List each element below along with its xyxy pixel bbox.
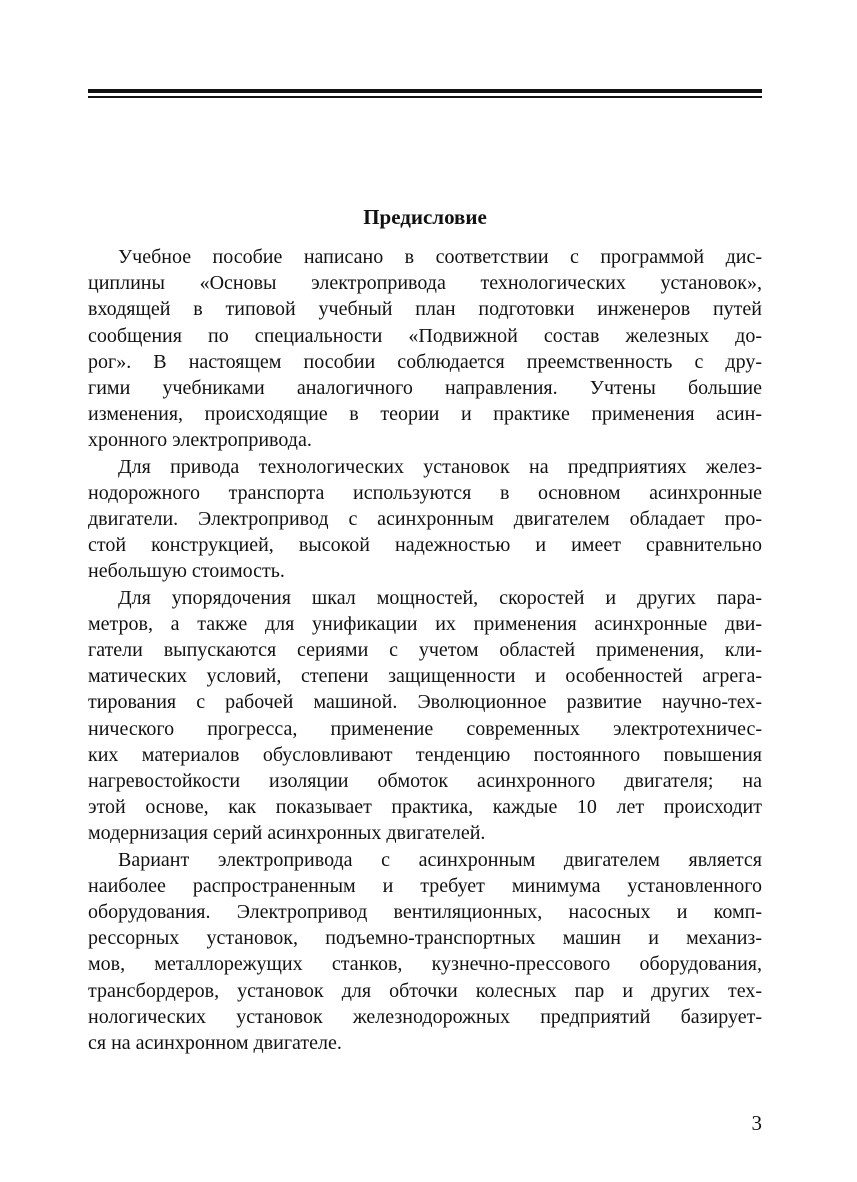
text-line: тирования с рабочей машиной. Эволюционное развитие научно-тех- bbox=[88, 691, 762, 714]
text-line: нологических установок железнодорожных предприятий базирует- bbox=[88, 1005, 762, 1028]
header-rule-thin bbox=[88, 96, 762, 98]
text-line: Учебное пособие написано в соответствии с программой дис- bbox=[118, 246, 762, 268]
text-line: наиболее распространенным и требует минимума установленного bbox=[88, 874, 762, 897]
text-line: Для упорядочения шкал мощностей, скоростей и других пара- bbox=[118, 586, 762, 609]
text-line: рог». В настоящем пособии соблюдается преемственность с дру- bbox=[88, 350, 762, 373]
text-line: оборудования. Электропривод вентиляционных, насосных и комп- bbox=[88, 901, 762, 924]
text-line: мов, металлорежущих станков, кузнечно-прессового оборудования, bbox=[88, 953, 762, 976]
text-line: нагревостойкости изоляции обмоток асинхронного двигателя; на bbox=[88, 770, 762, 793]
paragraph-4 bbox=[88, 847, 762, 1057]
paragraph-3 bbox=[88, 585, 762, 847]
text-line: сообщения по специальности «Подвижной состав железных до- bbox=[88, 324, 762, 347]
text-line: ся на асинхронном двигателе. bbox=[88, 1032, 342, 1055]
text-line: нодорожного транспорта используются в основном асинхронные bbox=[88, 481, 762, 504]
paragraph-1 bbox=[88, 244, 762, 454]
text-line: хронного электропривода. bbox=[88, 429, 312, 452]
text-line: стой конструкцией, высокой надежностью и имеет сравнительно bbox=[88, 534, 762, 557]
page-number: 3 bbox=[751, 1111, 762, 1135]
text-line: трансбордеров, установок для обточки колесных пар и других тех- bbox=[88, 979, 762, 1002]
body-text bbox=[88, 244, 762, 1056]
text-line: гатели выпускаются сериями с учетом областей применения, кли- bbox=[88, 639, 762, 662]
text-line: Для привода технологических установок на предприятиях желез- bbox=[118, 455, 762, 478]
text-line: циплины «Основы электропривода технологических установок», bbox=[88, 272, 762, 295]
text-line: двигатели. Электропривод с асинхронным двигателем обладает про- bbox=[88, 508, 762, 531]
text-line: матических условий, степени защищенности и особенностей агрега- bbox=[88, 665, 762, 688]
text-line: небольшую стоимость. bbox=[88, 560, 285, 583]
text-line: гими учебниками аналогичного направления. Учтены большие bbox=[88, 377, 762, 400]
text-line: модернизация серий асинхронных двигателей. bbox=[88, 822, 486, 845]
text-line: изменения, происходящие в теории и практике применения асин- bbox=[88, 403, 762, 426]
text-line: ких материалов обусловливают тенденцию постоянного повышения bbox=[88, 743, 762, 766]
text-line: этой основе, как показывает практика, каждые 10 лет происходит bbox=[88, 796, 762, 819]
text-line: рессорных установок, подъемно-транспортных машин и механиз- bbox=[88, 927, 762, 950]
text-line: Вариант электропривода с асинхронным двигателем является bbox=[118, 848, 762, 871]
paragraph-2 bbox=[88, 454, 762, 585]
text-line: метров, а также для унификации их применения асинхронные дви- bbox=[88, 612, 762, 635]
header-rule-thick bbox=[88, 89, 762, 93]
text-line: нического прогресса, применение современных электротехничес- bbox=[88, 717, 762, 740]
text-line: входящей в типовой учебный план подготовки инженеров путей bbox=[88, 298, 762, 321]
page-title: Предисловие bbox=[363, 205, 487, 229]
